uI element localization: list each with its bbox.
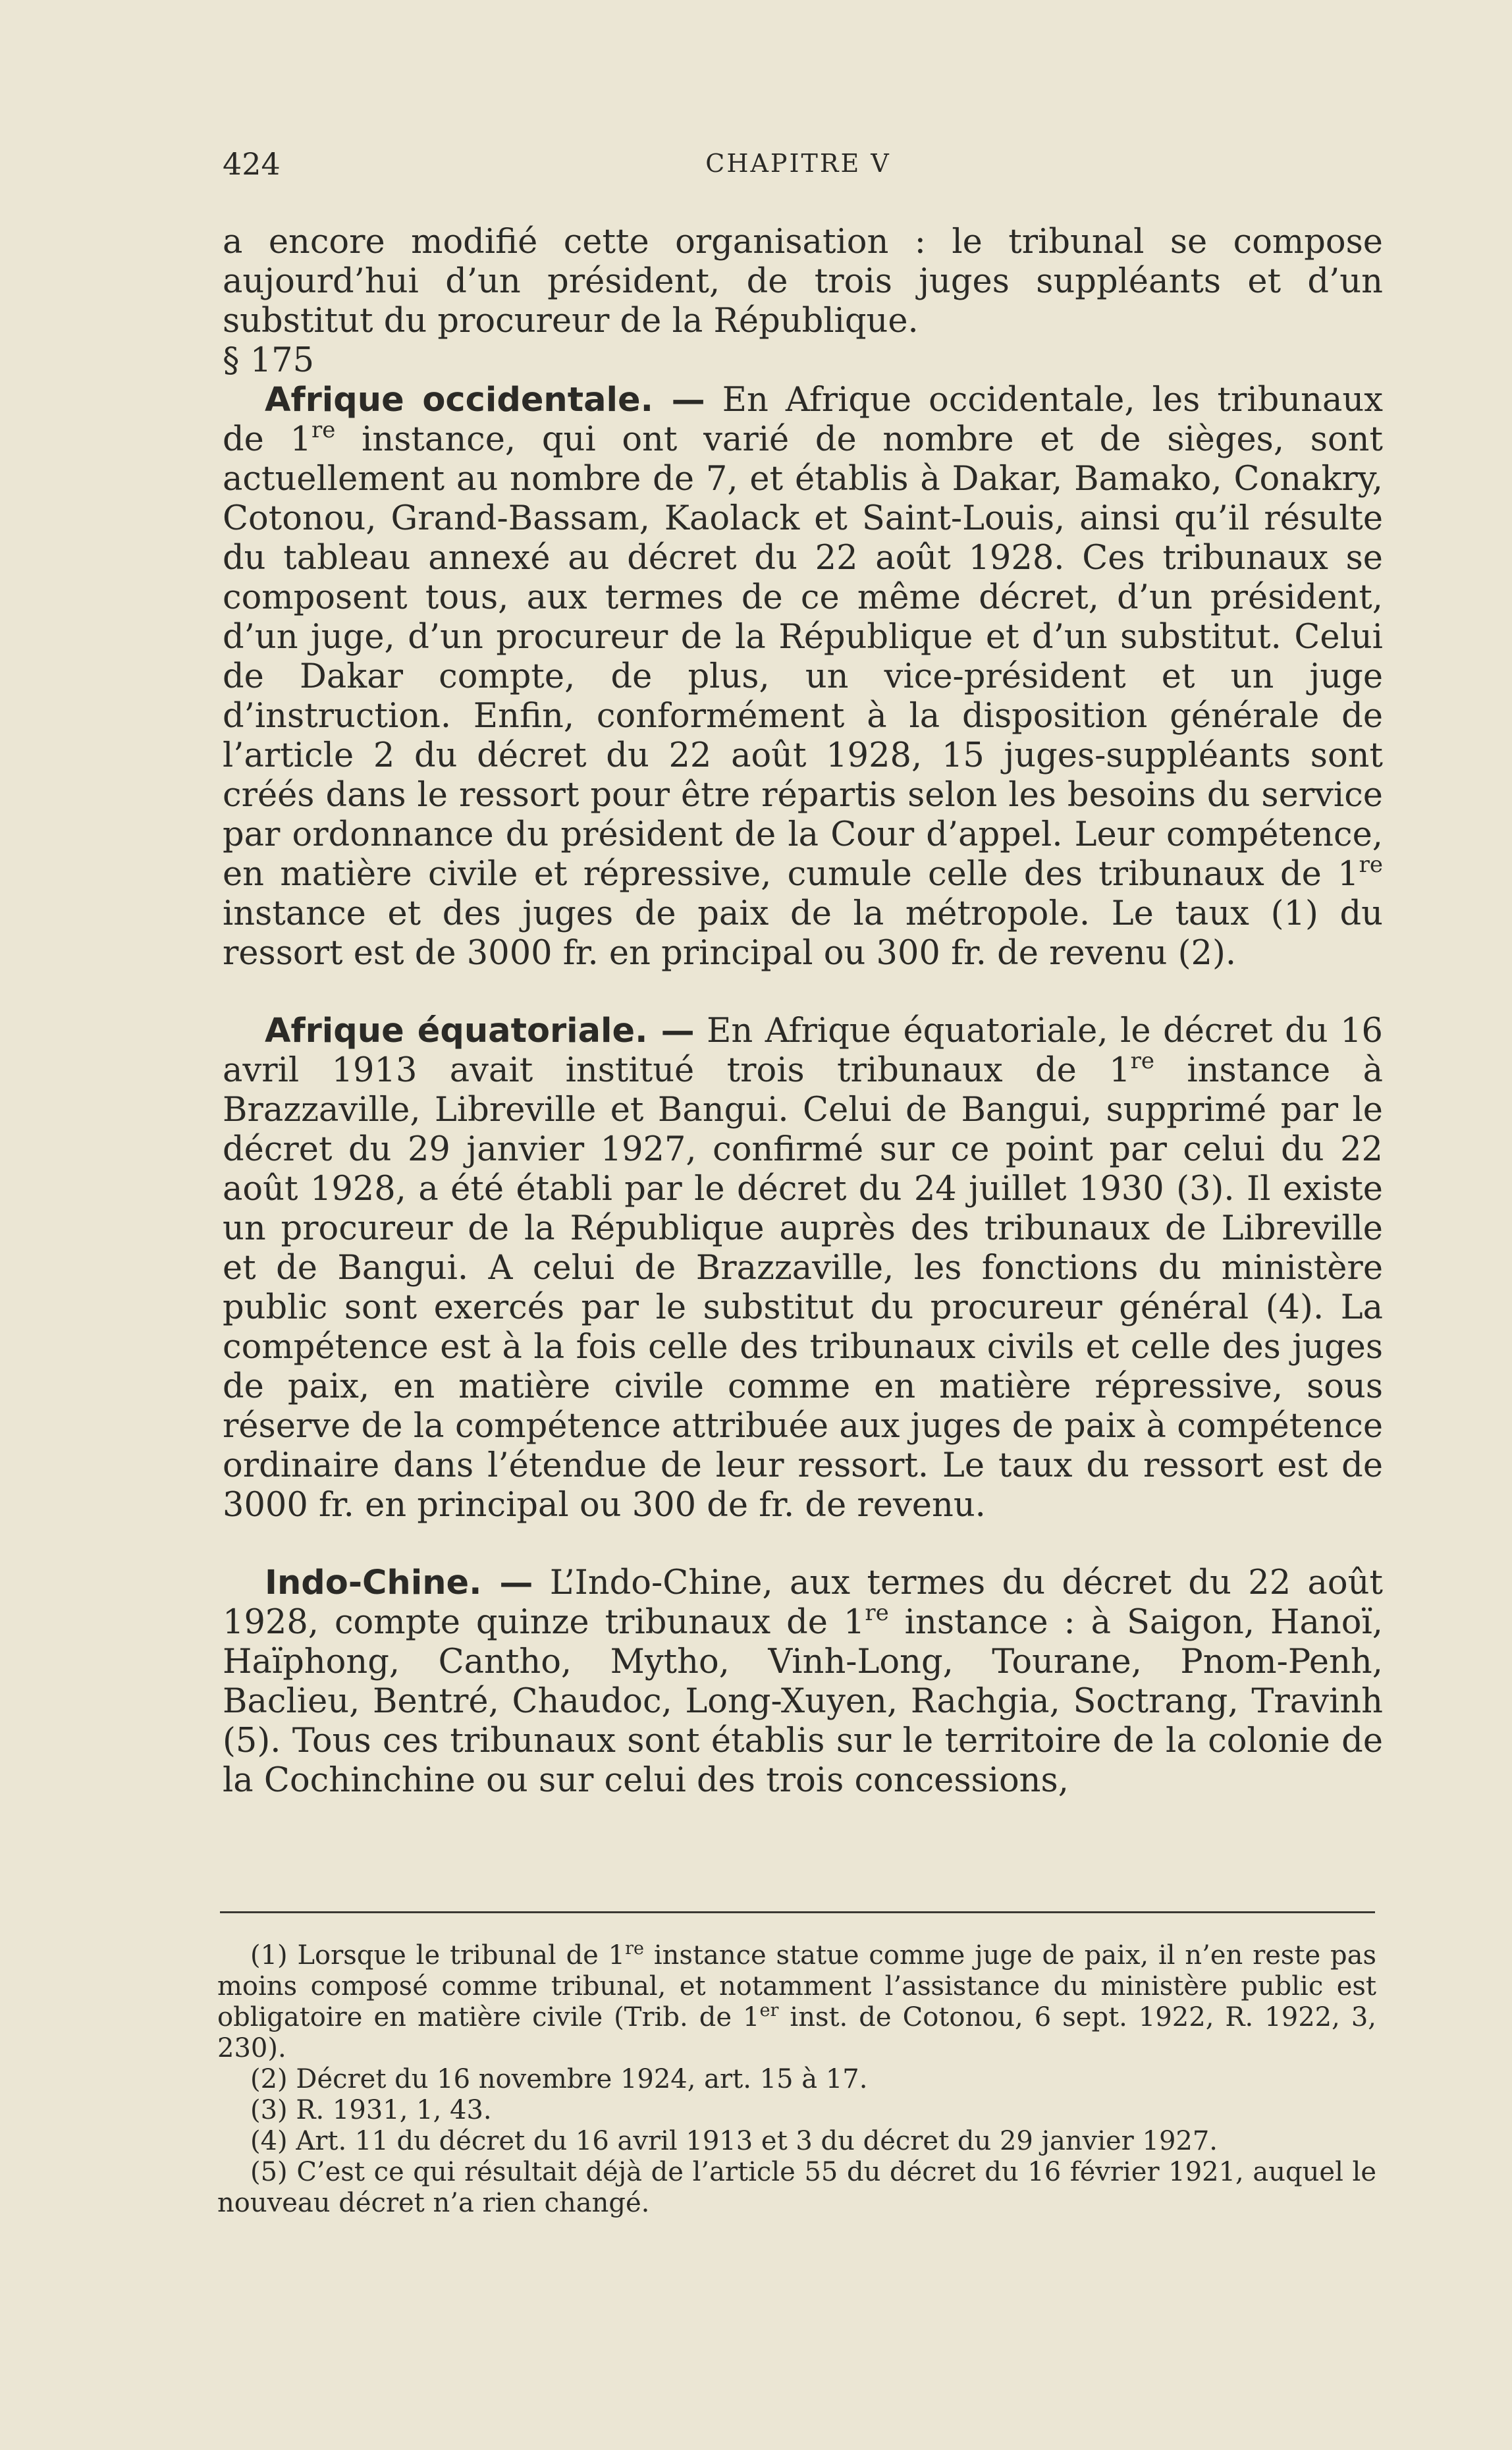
paragraph-text: instance : à Saigon, Hanoï, Haïphong, Cantho, Mytho, Vinh-Long, Tourane, Pnom-Penh, Baclieu, Bentré, Chaudoc, Long-Xuyen, Rachgia, Soctrang, Travinh (5). Tous ces tribunaux sont établis sur le territoire de la colonie de la Cochinchine ou sur celui des trois concessions,: [223, 1603, 1383, 1800]
paragraph-text: instance, qui ont varié de nombre et de sièges, sont actuellement au nombre de 7, et établis à Dakar, Bamako, Conakry, Cotonou, Grand-Bassam, Kaolack et Saint-Louis, ainsi qu’il résulte du tableau annexé au décret du 22 août 1928. Ces tribunaux se composent tous, aux termes de ce même décret, d’un président, d’un juge, d’un procureur de la République et d’un substitut. Celui de Dakar compte, de plus, un vice-président et un juge d’instruction. Enfin, conformément à la disposition générale de l’article 2 du décret du 22 août 1928, 15 juges-suppléants sont créés dans le ressort pour être répartis selon les besoins du service par ordonnance du président de la Cour d’appel. Leur compétence, en matière civile et répressive, cumule celle des tribunaux de 1: [223, 420, 1383, 894]
paragraph-text: En Afrique équatoriale, le décret du 16 avril 1913 avait institué trois tribunaux de 1: [223, 1012, 1384, 1090]
paragraph-text: instance à Brazzaville, Libreville et Bangui. Celui de Bangui, supprimé par le décret du 29 janvier 1927, confirmé sur ce point par celui du 22 août 1928, a été établi par le décret du 24 juillet 1930 (3). Il existe un procureur de la République auprès des tribunaux de Libreville et de Bangui. A celui de Brazzaville, les fonctions du ministère public sont exercés par le substitut du procureur général (4). La compétence est à la fois celle des tribunaux civils et celle des juges de paix, en matière civile comme en matière répressive, sous réserve de la compétence attribuée aux juges de paix à compétence ordinaire dans l’étendue de leur ressort. Le taux du ressort est de 3000 fr. en principal ou 300 de fr. de revenu.: [223, 1051, 1383, 1525]
page-number: 424: [223, 146, 281, 182]
superscript: re: [1130, 1048, 1154, 1074]
footnote-4: (4) Art. 11 du décret du 16 avril 1913 et 3 du décret du 29 janvier 1927.: [250, 2126, 1218, 2156]
footnote-2: (2) Décret du 16 novembre 1924, art. 15 à 17.: [250, 2064, 868, 2094]
paragraph-text: En Afrique occidentale, les tribunaux de 1: [223, 381, 1383, 459]
footnote-3: (3) R. 1931, 1, 43.: [250, 2095, 492, 2125]
footnote-text: instance statue comme juge de paix, il n’en reste pas moins composé comme tribunal, et notamment l’assistance du ministère public est obligatoire en matière civile (Trib. de 1: [217, 1940, 1377, 2032]
superscript: re: [1359, 852, 1383, 878]
main-text: [223, 223, 1383, 1801]
superscript: er: [759, 2000, 779, 2021]
superscript: re: [625, 1938, 645, 1959]
footnote-text: inst. de Cotonou, 6 sept. 1922, R. 1922, 3, 230).: [217, 2002, 1376, 2063]
footnote-text: (1) Lorsque le tribunal de 1: [250, 1940, 626, 1971]
footnotes: [217, 1940, 1376, 2219]
footnote-divider: [220, 1911, 1375, 1913]
paragraph-lead: Afrique occidentale. —: [265, 381, 705, 420]
paragraph-text: instance et des juges de paix de la métropole. Le taux (1) du ressort est de 3000 fr. en principal ou 300 fr. de revenu (2).: [223, 894, 1383, 973]
paragraph-indo-chine: [223, 1564, 1383, 1801]
paragraph-text: L’Indo-Chine, aux termes du décret du 22 août 1928, compte quinze tribunaux de 1: [223, 1564, 1383, 1642]
section-heading: § 175: [223, 341, 315, 380]
footnote-5: (5) C’est ce qui résultait déjà de l’article 55 du décret du 16 février 1921, auquel le nouveau décret n’a rien changé.: [217, 2157, 1376, 2218]
superscript: re: [865, 1600, 889, 1626]
footnote-1: [217, 1940, 1376, 2064]
paragraph-afrique-equatoriale: [223, 1012, 1383, 1525]
intro-paragraph: a encore modifié cette organisation : le tribunal se compose aujourd’hui d’un président, de trois juges suppléants et d’un substitut du procureur de la République.: [223, 223, 1383, 340]
paragraph-lead: Afrique équatoriale. —: [265, 1012, 695, 1050]
superscript: re: [311, 417, 336, 443]
chapter-title: CHAPITRE V: [705, 149, 891, 178]
running-header: [223, 146, 1374, 186]
paragraph-afrique-occidentale: [223, 381, 1383, 973]
paragraph-lead: Indo-Chine. —: [265, 1564, 533, 1602]
